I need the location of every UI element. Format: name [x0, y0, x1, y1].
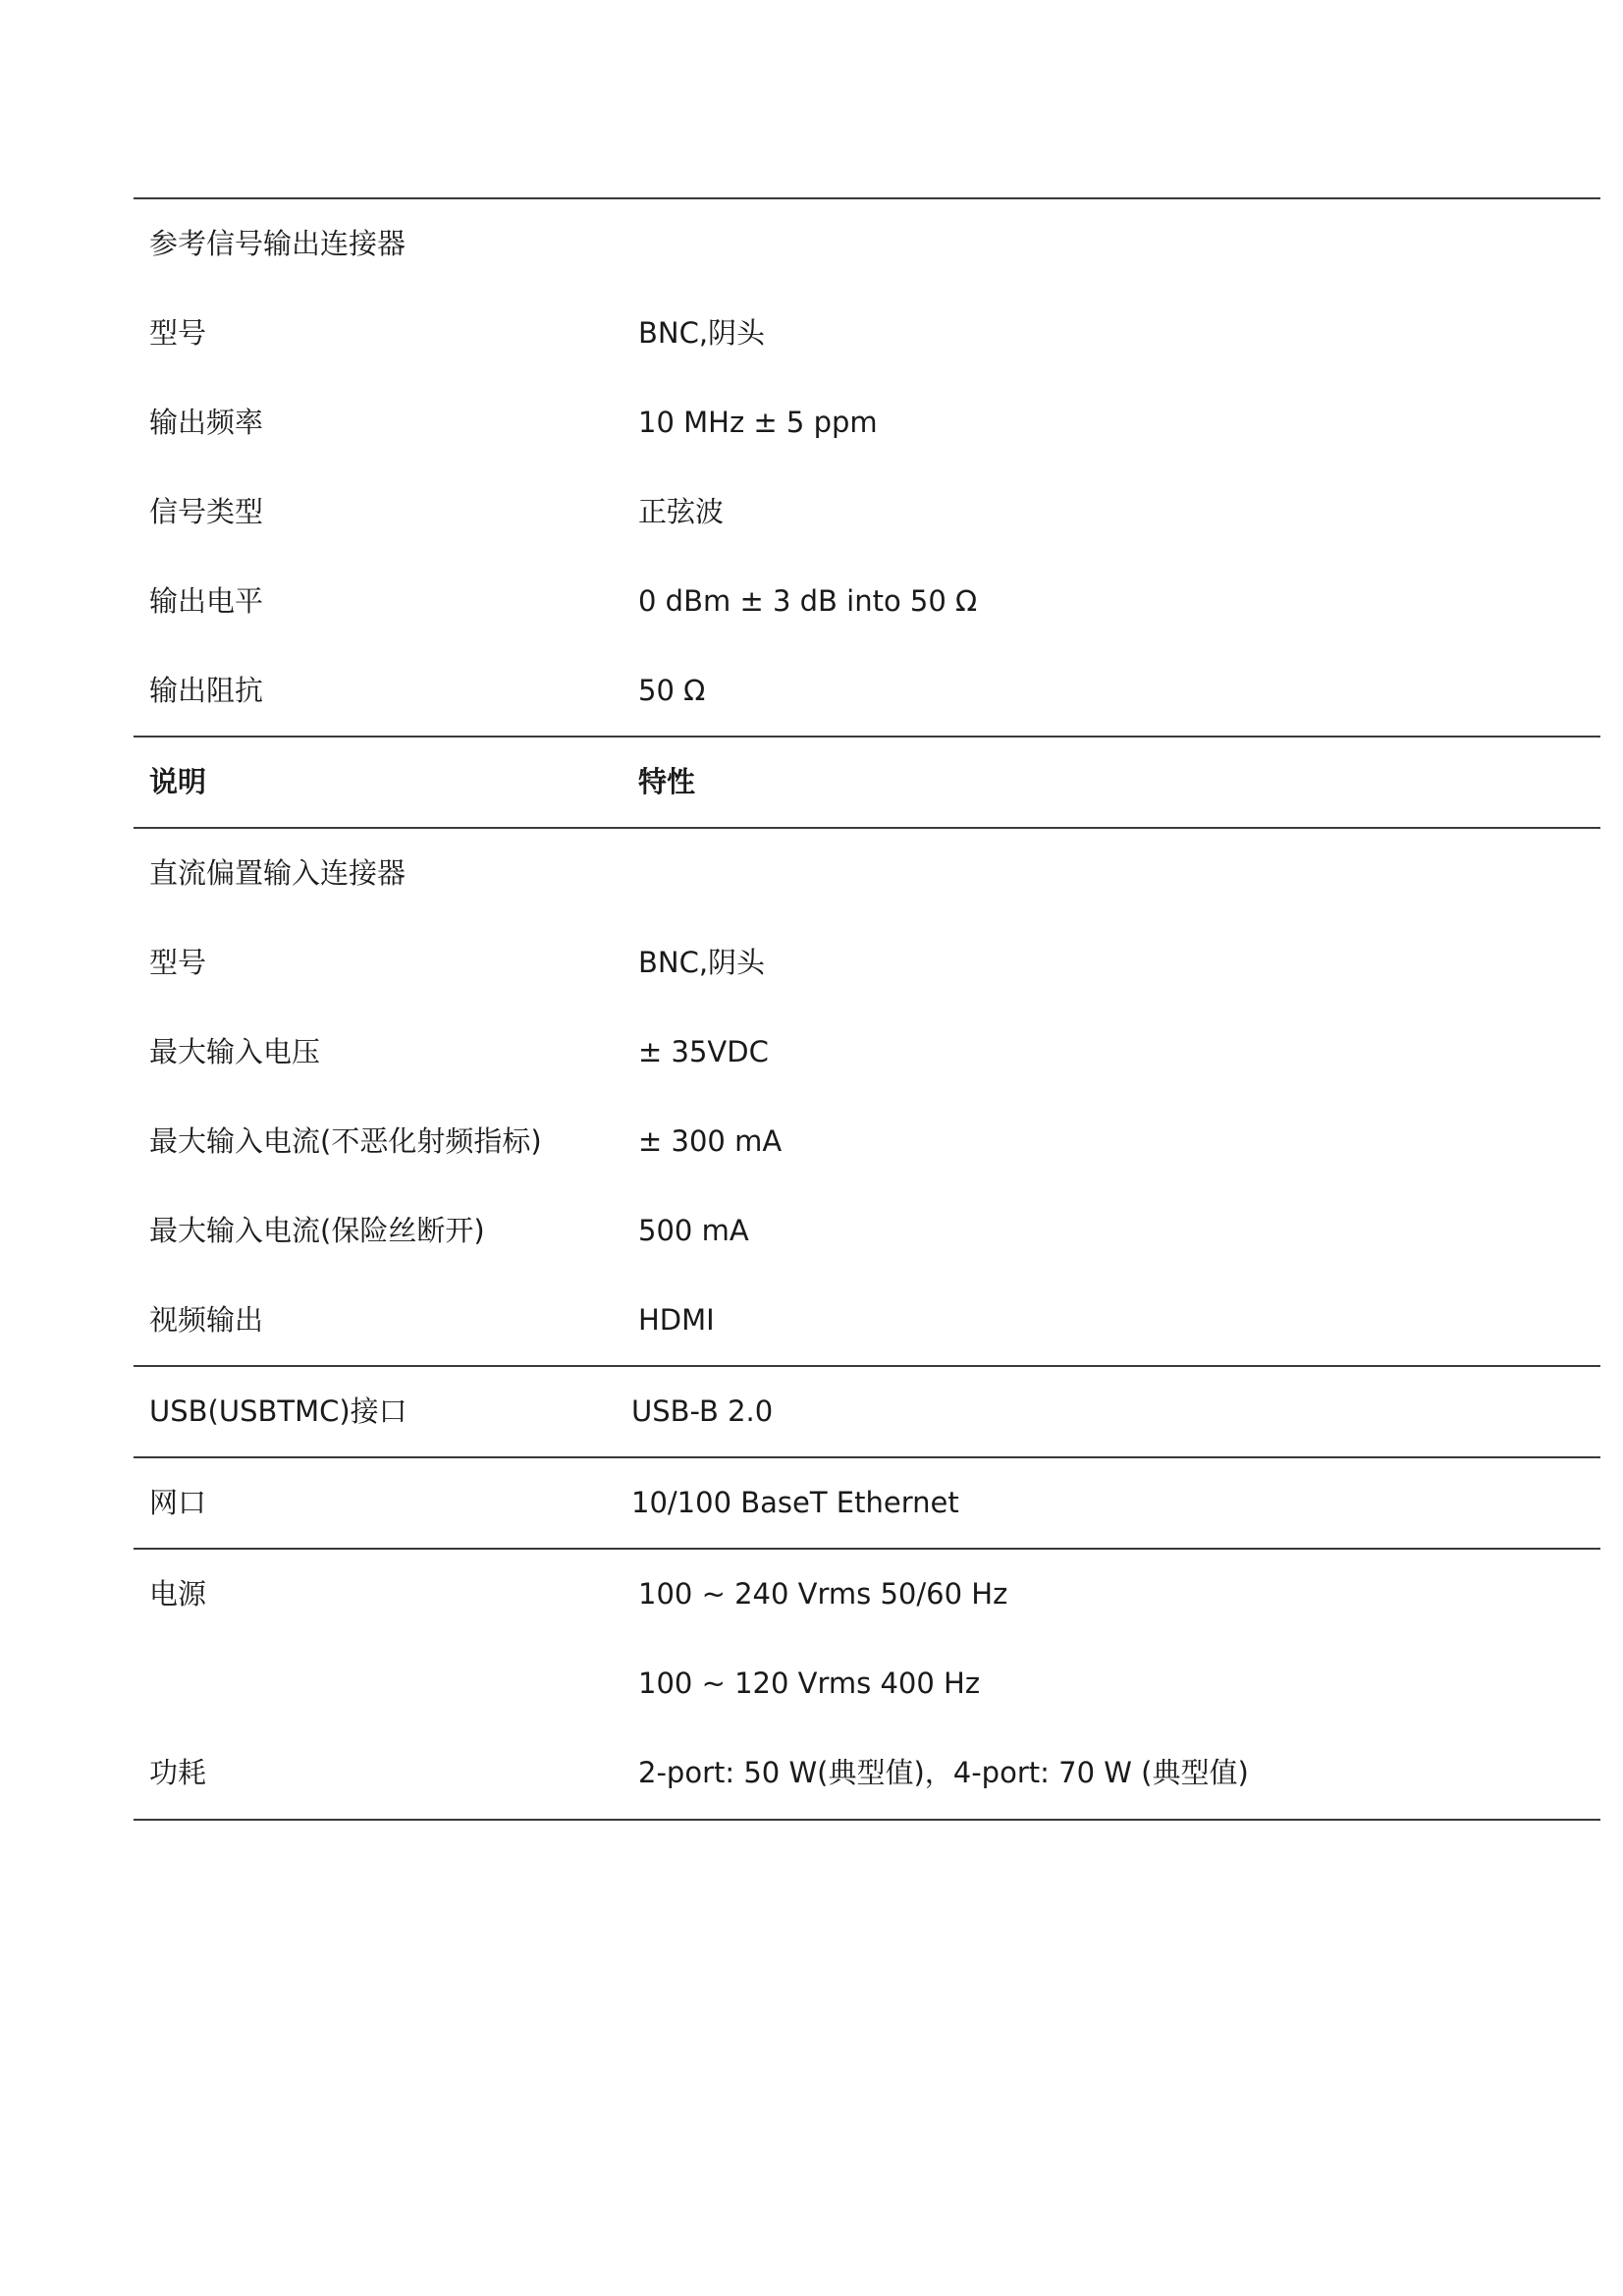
- row-label: 最大输入电流(保险丝断开): [149, 1214, 485, 1247]
- table-row: [0, 1008, 1623, 1097]
- table-row: [0, 1186, 1623, 1276]
- row-value: BNC,阴头: [638, 946, 766, 979]
- row-label: 输出电平: [149, 584, 264, 618]
- row-label: 型号: [149, 946, 207, 979]
- section-title-row: [0, 829, 1623, 918]
- row-label: 输出阻抗: [149, 674, 264, 707]
- row-value: BNC,阴头: [638, 316, 766, 350]
- table-row: [0, 557, 1623, 646]
- row-label: 最大输入电流(不恶化射频指标): [149, 1124, 542, 1158]
- table-header-row: [0, 738, 1623, 827]
- table-row: [0, 918, 1623, 1008]
- row-label: USB(USBTMC)接口: [149, 1394, 407, 1428]
- table-row: [0, 378, 1623, 467]
- table-bottom-rule: [134, 1819, 1600, 1821]
- row-label: 视频输出: [149, 1303, 264, 1337]
- row-value: 正弦波: [638, 495, 725, 528]
- section-title-row: [0, 199, 1623, 289]
- table-row: [0, 1097, 1623, 1186]
- table-row-power-cont: [0, 1639, 1623, 1728]
- table-row: [0, 646, 1623, 736]
- table-row: [0, 467, 1623, 557]
- table-row-usb: [0, 1367, 1623, 1456]
- row-value: 500 mA: [638, 1214, 749, 1247]
- row-label: 型号: [149, 316, 207, 350]
- row-label: 最大输入电压: [149, 1035, 321, 1068]
- header-description: 说明: [149, 765, 207, 798]
- section-title-reference-output: 参考信号输出连接器: [149, 227, 406, 260]
- section-title-dc-bias-input: 直流偏置输入连接器: [149, 856, 406, 890]
- row-value: 2-port: 50 W(典型值)，4-port: 70 W (典型值): [638, 1756, 1249, 1789]
- row-label: 信号类型: [149, 495, 264, 528]
- table-row-power: [0, 1550, 1623, 1639]
- row-value: 10 MHz ± 5 ppm: [638, 406, 878, 439]
- table-row-network: [0, 1458, 1623, 1548]
- table-row: [0, 1276, 1623, 1365]
- row-label: 输出频率: [149, 406, 264, 439]
- row-value: 100 ~ 120 Vrms 400 Hz: [638, 1667, 981, 1700]
- table-row-consumption: [0, 1728, 1623, 1818]
- header-characteristics: 特性: [638, 765, 696, 798]
- row-value: HDMI: [638, 1303, 715, 1337]
- row-label: 网口: [149, 1486, 207, 1519]
- table-row: [0, 289, 1623, 378]
- row-value: ± 35VDC: [638, 1035, 769, 1068]
- row-value: ± 300 mA: [638, 1124, 783, 1158]
- row-value: 100 ~ 240 Vrms 50/60 Hz: [638, 1577, 1008, 1611]
- row-value: 10/100 BaseT Ethernet: [631, 1486, 959, 1519]
- row-label: 功耗: [149, 1756, 207, 1789]
- row-value: USB-B 2.0: [631, 1394, 774, 1428]
- row-value: 50 Ω: [638, 674, 706, 707]
- row-value: 0 dBm ± 3 dB into 50 Ω: [638, 584, 978, 618]
- row-label: 电源: [149, 1577, 207, 1611]
